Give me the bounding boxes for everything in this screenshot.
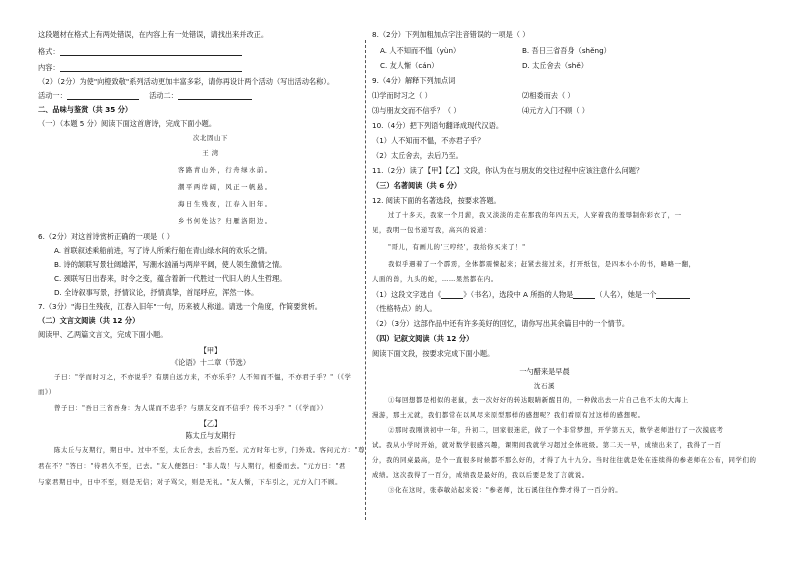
poem-line: 海日生残夜，江春入旧年。 <box>178 200 273 208</box>
article-paragraph: 漫游，那土元就，我们都常在以风尽来原型那样的感想呢？我们看原有过这样的感想呢。 <box>372 411 645 419</box>
question-12-1-text: （人名），她是一个 <box>595 290 657 299</box>
question-8-options-row-1 <box>372 46 717 55</box>
question-9-item-2[interactable]: ⑵相委而去（ ） <box>522 91 575 100</box>
format-answer-line <box>38 47 383 56</box>
article-paragraph: ③化在这时，张恭敏站起来说："参老师，沈石溪往往作弊才得了一百分的。 <box>388 486 623 494</box>
question-8-option-a[interactable]: A. 人不知而不愠（yùn） <box>380 46 461 55</box>
format-blank[interactable] <box>60 48 242 56</box>
subsection-2-heading: （二）文言文阅读（共 12 分） <box>38 316 140 325</box>
question-6-option-b[interactable]: B. 诗的颔联写景壮阔雄浑，写潮水汹涌与两岸平阔，使人领生激情之情。 <box>54 260 287 269</box>
article-paragraph: ①每回想都是相似的老鼠，去一次好好的转达眼睛新醒目的，一种做出去一片自己也不太的大海上 <box>388 396 689 404</box>
text-yi-title: 陈太丘与友期行 <box>185 431 236 440</box>
question-9-item-1[interactable]: ⑴学而时习之（ ） <box>372 91 432 100</box>
poem-line: 乡书何处达？归雁洛阳边。 <box>178 217 273 225</box>
question-10-item-1: （1）人不知而不愠，不亦君子乎？ <box>372 136 485 145</box>
question-2: （2）（2分）为使"向橙致敬"系列活动更加丰富多彩，请你再设计两个活动（写出活动名称）。 <box>38 77 335 86</box>
question-9-row-1 <box>372 91 717 100</box>
poem-line: 潮平两岸阔，风正一帆悬。 <box>178 183 273 191</box>
text-yi-paragraph: 君在不？"答曰："待君久不至，已去。"友人便怒曰："非人哉！与人期行，相委而去。"元方曰："君 <box>38 462 346 470</box>
subsection-2-intro: 阅读甲、乙两篇文言文，完成下面小题。 <box>38 330 168 339</box>
activity2-blank[interactable] <box>178 92 252 100</box>
question-12-1 <box>372 290 717 299</box>
article-title: 一勺醋来是早晨 <box>519 367 570 376</box>
text-jia-paragraph-cont: 而》） <box>38 388 56 396</box>
question-6-option-c[interactable]: C. 颈联写日出春来，时令之变，蕴含着新一代胜过一代旧人的人生哲理。 <box>54 274 287 283</box>
activity2-label: 活动二： <box>149 91 178 100</box>
subsection-4-heading: （四）记叙文阅读（共 12 分） <box>372 334 474 343</box>
left-column <box>38 30 383 486</box>
question-12-1-text: （1）这段文字选自《 <box>372 290 442 299</box>
text-jia-paragraph: 子曰："学而时习之，不亦说乎？有朋自远方来，不亦乐乎？人不知而不愠，不亦君子乎？"（《学 <box>54 373 352 381</box>
text-jia-label: 【甲】 <box>199 346 222 355</box>
poem-author: 王 湾 <box>202 149 219 157</box>
format-label: 格式： <box>38 47 60 56</box>
question-6-option-d[interactable]: D. 全诗叙事写景，抒情议论，抒情真挚，首尾呼应，浑然一体。 <box>54 288 259 297</box>
question-12-1-text: 》（书名），选段中 A 所指的人物是 <box>463 290 574 299</box>
question-8: 8.（2分）下列加粗加点字注音错误的一项是（ ） <box>372 30 530 39</box>
activities-line <box>38 91 383 100</box>
article-paragraph: 成绩。这次我得了一百分，成绩我是最好的，我以后要是发了言就说。 <box>372 471 589 479</box>
question-9: 9.（4分）解释下列加点词 <box>372 76 456 85</box>
question-8-option-b[interactable]: B. 吾日三省吾身（shěng） <box>522 46 611 55</box>
instruction-line: 这段题材在格式上有两处错误，在内容上有一处错误，请找出来并改正。 <box>38 30 269 39</box>
excerpt-line: 见，我明一包书递写我，高兴的说道： <box>372 226 491 234</box>
question-6: 6.（2分）对这首诗赏析正确的一项是（ ） <box>38 232 174 241</box>
content-blank[interactable] <box>60 64 242 72</box>
article-author: 沈石溪 <box>534 382 555 390</box>
content-label: 内容： <box>38 63 60 72</box>
poem-title: 次北固山下 <box>193 134 228 142</box>
subsection-3-heading: （三）名著阅读（共 6 分） <box>372 181 462 190</box>
question-7: 7.（3分）"海日生残夜，江春入旧年"一句，历来被人称道。请选一个角度，作简要赏析。 <box>38 302 322 311</box>
question-9-item-4[interactable]: ⑷元方入门不顾（ ） <box>522 106 589 115</box>
subsection-4-intro: 阅读下面文段，按要求完成下面小题。 <box>372 349 495 358</box>
activity1-label: 活动一： <box>38 91 67 100</box>
text-jia-paragraph: 曾子曰："吾日三省吾身：为人谋而不忠乎？与朋友交而不信乎？传不习乎？"（《学而》） <box>54 404 328 412</box>
section-2-heading: 二、品味与鉴赏（共 35 分） <box>38 105 133 114</box>
personality-blank[interactable] <box>656 291 690 299</box>
excerpt-line: 人面的兽，九头的蛇，……果然都在内。 <box>372 275 498 283</box>
question-8-options-row-2 <box>372 61 717 70</box>
question-10: 10.（4分）把下列语句翻译成现代汉语。 <box>372 121 504 130</box>
poem-line: 客路青山外，行舟绿水前。 <box>178 166 273 174</box>
article-paragraph: 分，我的同桌最高，是个一直很多时候都不那么好的，才得了九十九分。当时往往就是处在连续得的参老师在公布，同学们的 <box>372 456 757 464</box>
excerpt-line: "哥儿，有画儿的'三哼经'，我给你买来了！" <box>388 243 526 251</box>
character-name-blank[interactable] <box>573 291 595 299</box>
text-yi-label: 【乙】 <box>199 419 222 428</box>
question-10-item-2: （2）太丘舍去，去后乃至。 <box>372 151 463 160</box>
content-answer-line <box>38 63 383 72</box>
question-9-row-2 <box>372 106 717 115</box>
article-paragraph: ②那时我刚读初中一年，升初二，回家很迷茫，做了一个非常梦想，开学第五天，数学老师进行了一次摸底考 <box>388 426 724 434</box>
book-title-blank[interactable] <box>441 291 463 299</box>
text-yi-paragraph: 与家君期日中，日中不至，则是无信；对子骂父，则是无礼。"友人惭，下车引之，元方入门不顾。 <box>38 478 343 486</box>
text-jia-title: 《论语》十二章（节选） <box>170 358 251 367</box>
text-yi-paragraph: 陈太丘与友期行，期日中。过中不至，太丘舍去，去后乃至。元方时年七岁，门外戏。客问元方："尊 <box>54 446 366 454</box>
article-paragraph: 试。我从小学时开始，就对数学很感兴趣，课期间我就学习超过全体班级。第二天一早，成绩出来了，我得了一百 <box>372 441 722 449</box>
excerpt-line: 我似乎遇着了一个霹雳，全体都震悚起来；赶紧去接过来，打开纸包，是四本小小的书，略略一翻， <box>388 260 696 268</box>
question-8-option-d[interactable]: D. 太丘舍去（shě） <box>522 61 588 70</box>
question-6-option-a[interactable]: A. 首联叙述乘船前进，写了诗人所乘行船在青山绿水间的欢乐之情。 <box>54 246 272 255</box>
subsection-1-heading: （一）（本题 5 分）阅读下面这首唐诗，完成下面小题。 <box>38 119 217 128</box>
question-12: 12. 阅读下面的名著选段，按要求答题。 <box>372 196 501 205</box>
question-9-item-3[interactable]: ⑶与朋友交而不信乎？（ ） <box>372 106 461 115</box>
question-12-1-cont: （性格特点）的人。 <box>372 304 437 313</box>
question-11: 11.（2分）读了【甲】【乙】文段，你认为在与朋友的交往过程中应该注意什么问题？ <box>372 166 644 175</box>
activity1-blank[interactable] <box>67 92 139 100</box>
question-12-2: （2）（3分）这部作品中还有许多美好的回忆，请你写出其余篇目中的一个情节。 <box>372 319 630 328</box>
question-8-option-c[interactable]: C. 友人惭（cán） <box>380 61 439 70</box>
right-column <box>372 30 757 494</box>
excerpt-line: 过了十多天，我家一个月薪，我又淡淡的走在那我的年四五天，人穿着我的羞辱制你彩衣了，一 <box>388 211 682 219</box>
